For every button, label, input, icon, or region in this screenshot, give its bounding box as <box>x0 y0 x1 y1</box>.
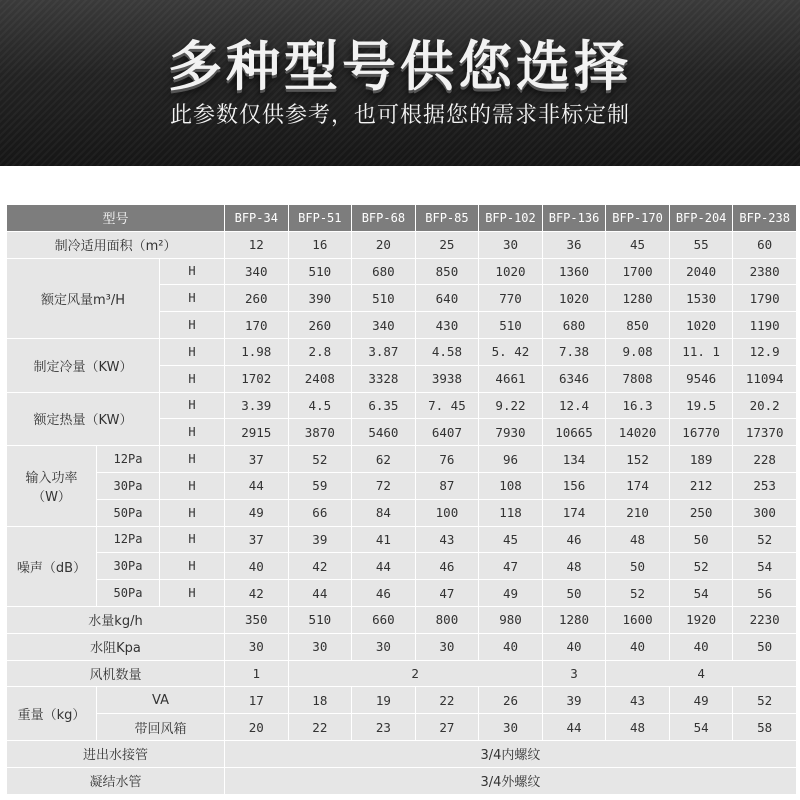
table-cell: 39 <box>542 687 606 714</box>
pressure-cell: 50Pa <box>97 580 160 607</box>
table-cell: 20 <box>352 231 416 258</box>
table-cell: 850 <box>606 312 670 339</box>
table-cell: 3870 <box>288 419 352 446</box>
model-name: BFP-85 <box>415 205 479 232</box>
row-label: 水阻Kpa <box>7 633 225 660</box>
model-label: 型号 <box>7 205 225 232</box>
model-name: BFP-238 <box>733 205 797 232</box>
table-cell: 1020 <box>669 312 733 339</box>
table-row <box>7 392 797 419</box>
table-cell: 108 <box>479 472 543 499</box>
mode-cell: H <box>160 580 225 607</box>
row-label: 凝结水管 <box>7 767 225 794</box>
table-cell: 66 <box>288 499 352 526</box>
table-cell: 30 <box>288 633 352 660</box>
table-cell: 47 <box>415 580 479 607</box>
weight-type-cell: 带回风箱 <box>97 714 225 741</box>
table-cell: 174 <box>606 472 670 499</box>
table-cell: 770 <box>479 285 543 312</box>
table-cell: 210 <box>606 499 670 526</box>
table-cell: 4661 <box>479 365 543 392</box>
table-cell: 54 <box>669 580 733 607</box>
pressure-cell: 30Pa <box>97 472 160 499</box>
table-cell: 26 <box>479 687 543 714</box>
table-cell: 680 <box>352 258 416 285</box>
table-cell: 10665 <box>542 419 606 446</box>
table-cell: 1360 <box>542 258 606 285</box>
row-label-line: （W） <box>32 489 71 505</box>
mode-cell: H <box>160 499 225 526</box>
table-cell: 118 <box>479 499 543 526</box>
table-cell: 1.98 <box>225 338 289 365</box>
table-cell: 7808 <box>606 365 670 392</box>
table-cell: 25 <box>415 231 479 258</box>
table-row <box>7 338 797 365</box>
table-cell: 2915 <box>225 419 289 446</box>
table-cell: 2040 <box>669 258 733 285</box>
table-cell: 45 <box>606 231 670 258</box>
pressure-cell: 12Pa <box>97 446 160 473</box>
table-cell: 19 <box>352 687 416 714</box>
table-cell: 42 <box>288 553 352 580</box>
model-name: BFP-34 <box>225 205 289 232</box>
table-cell: 350 <box>225 606 289 633</box>
table-row <box>7 660 797 687</box>
table-cell: 46 <box>415 553 479 580</box>
table-cell: 23 <box>352 714 416 741</box>
row-label-line: 输入功率 <box>25 470 78 486</box>
table-cell: 44 <box>352 553 416 580</box>
table-cell: 1700 <box>606 258 670 285</box>
table-cell: 3328 <box>352 365 416 392</box>
table-cell: 253 <box>733 472 797 499</box>
table-cell: 1020 <box>479 258 543 285</box>
table-cell: 3 <box>542 660 606 687</box>
table-cell: 40 <box>479 633 543 660</box>
table-cell: 9.08 <box>606 338 670 365</box>
pressure-cell: 30Pa <box>97 553 160 580</box>
table-cell: 2408 <box>288 365 352 392</box>
table-cell: 4.5 <box>288 392 352 419</box>
table-cell: 5460 <box>352 419 416 446</box>
table-cell: 7930 <box>479 419 543 446</box>
table-cell: 1190 <box>733 312 797 339</box>
table-cell: 55 <box>669 231 733 258</box>
row-label <box>7 446 97 526</box>
row-label: 进出水接管 <box>7 740 225 767</box>
mode-cell: H <box>160 553 225 580</box>
mode-cell: H <box>160 419 225 446</box>
table-cell: 340 <box>352 312 416 339</box>
table-cell: 800 <box>415 606 479 633</box>
table-cell: 52 <box>733 526 797 553</box>
table-cell: 640 <box>415 285 479 312</box>
model-name: BFP-136 <box>542 205 606 232</box>
table-row <box>7 606 797 633</box>
table-cell: 20 <box>225 714 289 741</box>
mode-cell: H <box>160 392 225 419</box>
table-cell: 980 <box>479 606 543 633</box>
table-cell: 50 <box>606 553 670 580</box>
table-cell: 40 <box>542 633 606 660</box>
table-cell: 1 <box>225 660 289 687</box>
table-row <box>7 499 797 526</box>
table-cell: 850 <box>415 258 479 285</box>
table-row <box>7 231 797 258</box>
table-cell: 156 <box>542 472 606 499</box>
mode-cell: H <box>160 365 225 392</box>
table-cell: 48 <box>606 714 670 741</box>
table-cell: 58 <box>733 714 797 741</box>
table-cell: 52 <box>606 580 670 607</box>
table-row <box>7 740 797 767</box>
table-cell: 1280 <box>542 606 606 633</box>
table-cell: 41 <box>352 526 416 553</box>
row-label: 额定风量m³/H <box>7 258 160 338</box>
table-cell: 56 <box>733 580 797 607</box>
table-row <box>7 687 797 714</box>
table-cell: 1530 <box>669 285 733 312</box>
table-cell: 52 <box>733 687 797 714</box>
table-cell: 260 <box>225 285 289 312</box>
spec-table <box>6 204 797 795</box>
pressure-cell: 12Pa <box>97 526 160 553</box>
mode-cell: H <box>160 258 225 285</box>
table-cell: 1920 <box>669 606 733 633</box>
table-cell: 7. 45 <box>415 392 479 419</box>
table-cell: 3.87 <box>352 338 416 365</box>
table-cell: 44 <box>288 580 352 607</box>
table-cell: 47 <box>479 553 543 580</box>
table-cell: 49 <box>669 687 733 714</box>
table-cell: 30 <box>479 714 543 741</box>
table-cell: 30 <box>225 633 289 660</box>
table-row <box>7 767 797 794</box>
table-cell: 100 <box>415 499 479 526</box>
table-row <box>7 580 797 607</box>
table-cell: 6407 <box>415 419 479 446</box>
table-cell: 20.2 <box>733 392 797 419</box>
table-cell: 152 <box>606 446 670 473</box>
table-row <box>7 714 797 741</box>
model-name: BFP-68 <box>352 205 416 232</box>
table-cell: 49 <box>479 580 543 607</box>
table-cell: 16 <box>288 231 352 258</box>
table-cell: 30 <box>479 231 543 258</box>
table-cell: 16770 <box>669 419 733 446</box>
table-cell: 12.4 <box>542 392 606 419</box>
table-cell: 1702 <box>225 365 289 392</box>
table-cell: 228 <box>733 446 797 473</box>
table-cell: 37 <box>225 446 289 473</box>
row-label: 制冷适用面积（m²） <box>7 231 225 258</box>
table-cell: 50 <box>669 526 733 553</box>
table-cell: 17370 <box>733 419 797 446</box>
table-cell: 54 <box>669 714 733 741</box>
table-cell: 3/4内螺纹 <box>225 740 797 767</box>
table-cell: 7.38 <box>542 338 606 365</box>
table-cell: 1020 <box>542 285 606 312</box>
table-cell: 96 <box>479 446 543 473</box>
table-cell: 36 <box>542 231 606 258</box>
table-cell: 17 <box>225 687 289 714</box>
table-cell: 3/4外螺纹 <box>225 767 797 794</box>
table-cell: 76 <box>415 446 479 473</box>
model-header-row <box>7 205 797 232</box>
table-cell: 37 <box>225 526 289 553</box>
table-cell: 48 <box>542 553 606 580</box>
table-row <box>7 472 797 499</box>
table-cell: 9546 <box>669 365 733 392</box>
table-cell: 2.8 <box>288 338 352 365</box>
table-cell: 42 <box>225 580 289 607</box>
table-cell: 46 <box>352 580 416 607</box>
table-cell: 40 <box>669 633 733 660</box>
table-row <box>7 633 797 660</box>
row-label: 噪声（dB） <box>7 526 97 606</box>
row-label: 额定热量（KW） <box>7 392 160 446</box>
table-cell: 1790 <box>733 285 797 312</box>
table-cell: 60 <box>733 231 797 258</box>
table-cell: 43 <box>415 526 479 553</box>
row-label: 水量kg/h <box>7 606 225 633</box>
header-banner <box>0 0 800 166</box>
table-cell: 22 <box>415 687 479 714</box>
table-cell: 44 <box>225 472 289 499</box>
table-cell: 49 <box>225 499 289 526</box>
table-cell: 510 <box>352 285 416 312</box>
table-cell: 48 <box>606 526 670 553</box>
banner-subtitle: 此参数仅供参考，也可根据您的需求非标定制 <box>169 103 630 128</box>
mode-cell: H <box>160 446 225 473</box>
table-cell: 62 <box>352 446 416 473</box>
table-cell: 4.58 <box>415 338 479 365</box>
table-cell: 5. 42 <box>479 338 543 365</box>
table-cell: 1600 <box>606 606 670 633</box>
table-cell: 510 <box>479 312 543 339</box>
table-cell: 430 <box>415 312 479 339</box>
table-cell: 52 <box>288 446 352 473</box>
table-cell: 87 <box>415 472 479 499</box>
table-cell: 3.39 <box>225 392 289 419</box>
model-name: BFP-51 <box>288 205 352 232</box>
table-cell: 40 <box>225 553 289 580</box>
table-cell: 50 <box>733 633 797 660</box>
table-cell: 39 <box>288 526 352 553</box>
table-cell: 30 <box>352 633 416 660</box>
table-cell: 16.3 <box>606 392 670 419</box>
table-cell: 6346 <box>542 365 606 392</box>
table-cell: 134 <box>542 446 606 473</box>
table-row <box>7 553 797 580</box>
table-cell: 390 <box>288 285 352 312</box>
row-label: 制定冷量（KW） <box>7 338 160 392</box>
table-cell: 2230 <box>733 606 797 633</box>
table-cell: 27 <box>415 714 479 741</box>
table-cell: 4 <box>606 660 797 687</box>
mode-cell: H <box>160 472 225 499</box>
table-cell: 22 <box>288 714 352 741</box>
table-cell: 510 <box>288 606 352 633</box>
table-cell: 52 <box>669 553 733 580</box>
table-cell: 54 <box>733 553 797 580</box>
table-cell: 300 <box>733 499 797 526</box>
table-cell: 11094 <box>733 365 797 392</box>
table-cell: 680 <box>542 312 606 339</box>
table-cell: 40 <box>606 633 670 660</box>
table-cell: 14020 <box>606 419 670 446</box>
model-name: BFP-204 <box>669 205 733 232</box>
mode-cell: H <box>160 526 225 553</box>
table-cell: 2380 <box>733 258 797 285</box>
table-cell: 9.22 <box>479 392 543 419</box>
table-cell: 660 <box>352 606 416 633</box>
table-cell: 72 <box>352 472 416 499</box>
table-cell: 44 <box>542 714 606 741</box>
table-cell: 6.35 <box>352 392 416 419</box>
row-label: 风机数量 <box>7 660 225 687</box>
table-cell: 2 <box>288 660 542 687</box>
mode-cell: H <box>160 285 225 312</box>
table-cell: 19.5 <box>669 392 733 419</box>
table-cell: 59 <box>288 472 352 499</box>
table-cell: 12.9 <box>733 338 797 365</box>
table-cell: 45 <box>479 526 543 553</box>
table-cell: 189 <box>669 446 733 473</box>
table-cell: 46 <box>542 526 606 553</box>
table-cell: 510 <box>288 258 352 285</box>
table-cell: 18 <box>288 687 352 714</box>
table-row <box>7 258 797 285</box>
table-cell: 174 <box>542 499 606 526</box>
table-cell: 84 <box>352 499 416 526</box>
table-cell: 260 <box>288 312 352 339</box>
weight-type-cell: VA <box>97 687 225 714</box>
table-cell: 12 <box>225 231 289 258</box>
table-cell: 11. 1 <box>669 338 733 365</box>
table-cell: 43 <box>606 687 670 714</box>
table-row <box>7 526 797 553</box>
table-cell: 212 <box>669 472 733 499</box>
pressure-cell: 50Pa <box>97 499 160 526</box>
table-cell: 170 <box>225 312 289 339</box>
table-cell: 250 <box>669 499 733 526</box>
table-row <box>7 446 797 473</box>
table-cell: 30 <box>415 633 479 660</box>
table-cell: 50 <box>542 580 606 607</box>
mode-cell: H <box>160 338 225 365</box>
row-label: 重量（kg） <box>7 687 97 741</box>
model-name: BFP-170 <box>606 205 670 232</box>
table-cell: 1280 <box>606 285 670 312</box>
table-cell: 340 <box>225 258 289 285</box>
table-cell: 3938 <box>415 365 479 392</box>
banner-title: 多种型号供您选择 <box>168 35 632 98</box>
mode-cell: H <box>160 312 225 339</box>
model-name: BFP-102 <box>479 205 543 232</box>
